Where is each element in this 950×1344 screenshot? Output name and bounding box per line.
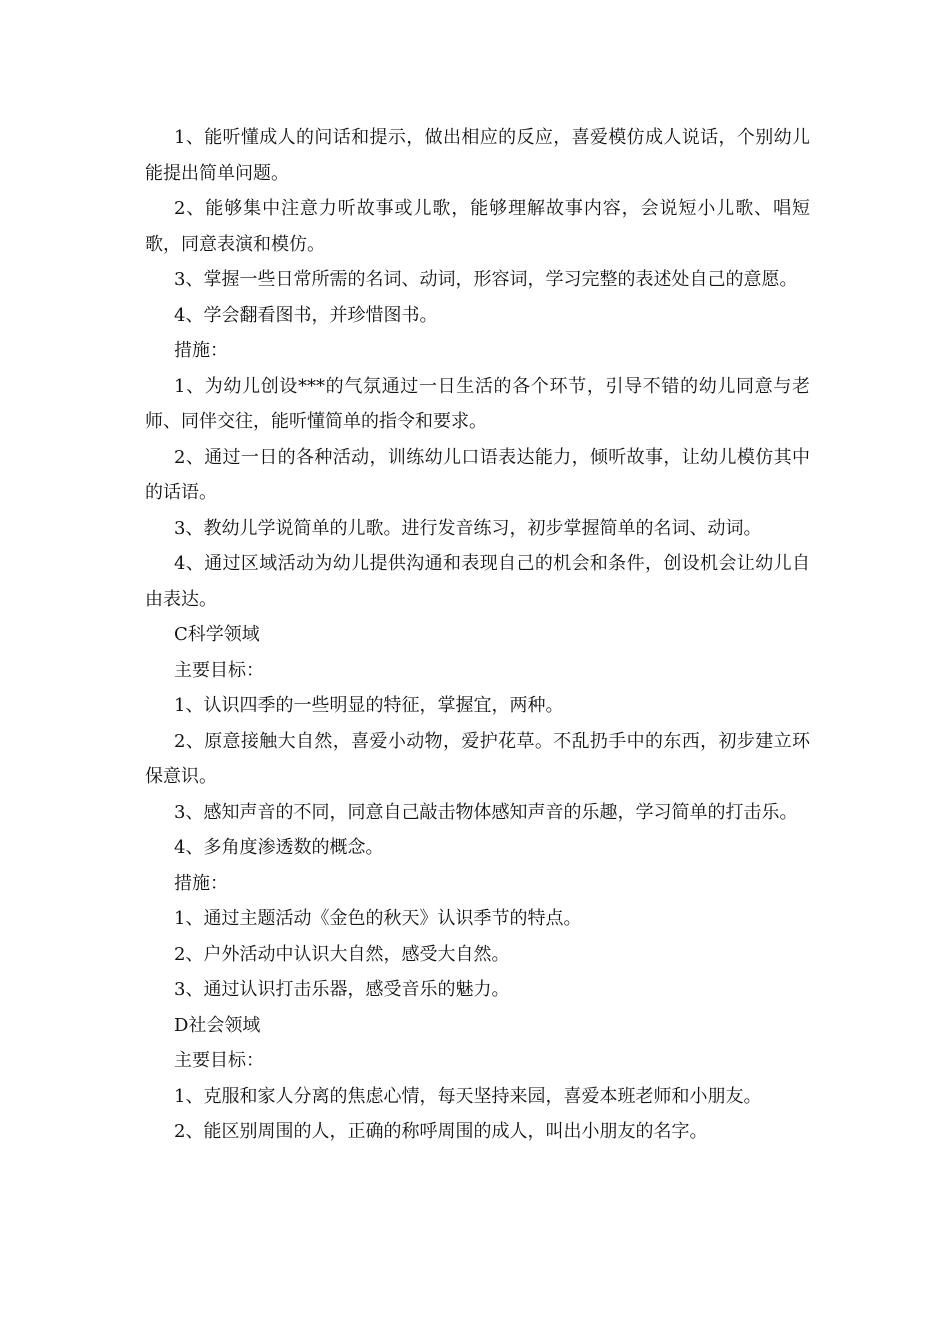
- paragraph-science-measure-1: 1、通过主题活动《金色的秋天》认识季节的特点。: [174, 908, 582, 929]
- heading-science-domain: C科学领域: [174, 624, 260, 645]
- heading-social-domain: D社会领域: [174, 1014, 261, 1036]
- paragraph-language-measure-1: 1、为幼儿创设***的气氛通过一日生活的各个环节，引导不错的幼儿同意与老师、同伴交往，能听懂简单的指令和要求。: [145, 375, 810, 432]
- paragraph-social-goal-2: 2、能区别周围的人，正确的称呼周围的成人，叫出小朋友的名字。: [174, 1121, 708, 1142]
- paragraph-science-goal-3: 3、感知声音的不同，同意自己敲击物体感知声音的乐趣，学习简单的打击乐。: [174, 801, 798, 823]
- heading-social-main-goals: 主要目标：: [174, 1050, 264, 1071]
- paragraph-science-measure-3: 3、通过认识打击乐器，感受音乐的魅力。: [174, 979, 510, 1000]
- paragraph-language-measure-2: 2、通过一日的各种活动，训练幼儿口语表达能力，倾听故事，让幼儿模仿其中的话语。: [145, 446, 810, 503]
- paragraph-language-goal-2: 2、能够集中注意力听故事或儿歌，能够理解故事内容，会说短小儿歌、唱短歌，同意表演和模仿。: [145, 198, 810, 255]
- heading-measures-language: 措施：: [174, 340, 228, 361]
- paragraph-science-goal-2: 2、原意接触大自然，喜爱小动物，爱护花草。不乱扔手中的东西，初步建立环保意识。: [145, 730, 810, 787]
- paragraph-language-goal-1: 1、能听懂成人的问话和提示，做出相应的反应，喜爱模仿成人说话，个别幼儿能提出简单问题。: [145, 127, 810, 184]
- paragraph-language-measure-4: 4、通过区域活动为幼儿提供沟通和表现自己的机会和条件，创设机会让幼儿自由表达。: [145, 553, 810, 610]
- heading-measures-science: 措施：: [174, 872, 228, 894]
- paragraph-language-goal-3: 3、掌握一些日常所需的名词、动词，形容词，学习完整的表述处自己的意愿。: [174, 269, 798, 290]
- heading-science-main-goals: 主要目标：: [174, 659, 264, 681]
- paragraph-social-goal-1: 1、克服和家人分离的焦虑心情，每天坚持来园，喜爱本班老师和小朋友。: [174, 1085, 762, 1107]
- paragraph-language-measure-3: 3、教幼儿学说简单的儿歌。进行发音练习，初步掌握简单的名词、动词。: [174, 517, 762, 539]
- paragraph-science-goal-1: 1、认识四季的一些明显的特征，掌握宜，两种。: [174, 695, 564, 716]
- paragraph-science-measure-2: 2、户外活动中认识大自然，感受大自然。: [174, 943, 510, 965]
- document-page: [145, 120, 810, 1150]
- paragraph-language-goal-4: 4、学会翻看图书，并珍惜图书。: [174, 304, 438, 326]
- paragraph-science-goal-4: 4、多角度渗透数的概念。: [174, 837, 384, 858]
